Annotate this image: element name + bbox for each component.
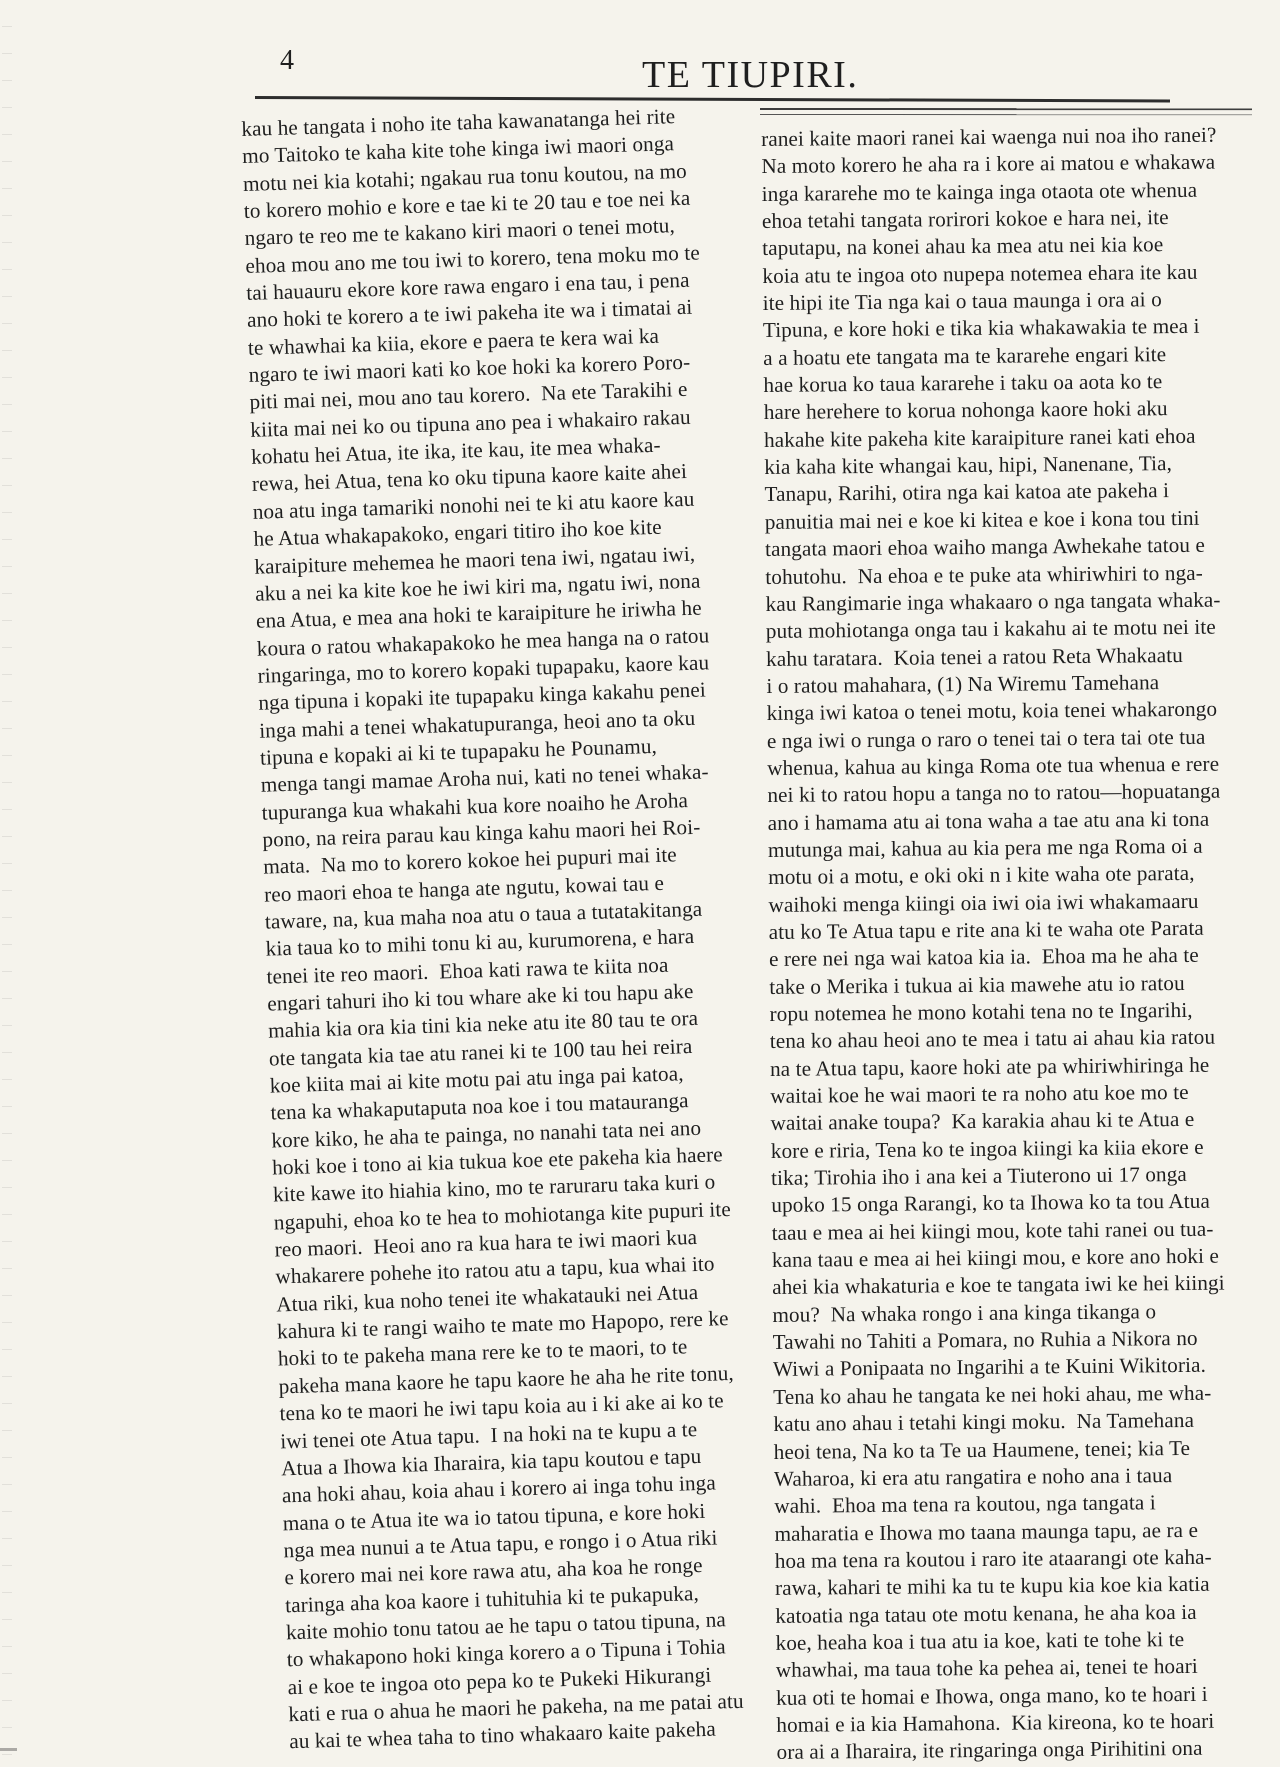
column-line: taputapu, na konei ahau ka mea atu nei kia koe xyxy=(762,232,1164,261)
column-line: ena Atua, e mea ana hoki te karaipiture he iriwha he xyxy=(255,595,702,633)
column-line: ropu notemea he mono kotahi tena no te Ingarihi, xyxy=(769,997,1193,1026)
column-line: ai e koe te ingoa oto pepa ko te Pukeki Hikurangi xyxy=(287,1662,712,1699)
column-line: au kai te whea taha to tino whakaaro kaite pakeha xyxy=(288,1716,717,1754)
column-line: iwi tenei ote Atua tapu. I na hoki na te kupu a te xyxy=(279,1416,698,1453)
column-line: pono, na reira parau kau kinga kahu maori hei Roi- xyxy=(262,814,701,852)
column-line: na te Atua tapu, kaore hoki ate pa whiriwhiringa he xyxy=(769,1052,1210,1081)
column-line: reo maori ehoa te hanga ate ngutu, kowai tau e xyxy=(263,870,665,907)
column-line: Atua riki, kua noho tenei ite whakatauki nei Atua xyxy=(275,1279,699,1317)
column-line: karaipiture mehemea he maori tena iwi, ngatau iwi, xyxy=(254,541,696,579)
column-line: mou? Na whaka rongo i ana kinga tikanga o xyxy=(772,1299,1157,1327)
column-line: ehoa tetahi tangata rorirori kokoe e hara nei, ite xyxy=(761,205,1169,234)
column-line: tika; Tirohia iho i ana kei a Tiuterono ui 17 onga xyxy=(770,1162,1187,1191)
column-line: pakeha mana kaore he tapu kaore he aha he rite tonu, xyxy=(278,1360,735,1399)
column-line: ringaringa, mo to korero kopaki tupapaku, kaore kau xyxy=(257,650,710,688)
column-line: ano hoki te korero a te iwi pakeha ite wa i timatai ai xyxy=(246,295,693,333)
column-line: menga tangi mamae Aroha nui, kati no tenei whaka- xyxy=(260,759,709,797)
column-line: tupuranga kua whakahi kua kore noaiho he Aroha xyxy=(261,787,689,825)
column-line: kahu taratara. Koia tenei a ratou Reta Whakaatu xyxy=(765,642,1183,671)
column-line: ahei kia whakaturia e koe te tangata iwi ke hei kiingi xyxy=(772,1271,1225,1300)
column-line: tena ko te maori he iwi tapu koia au i ki ake ai ko te xyxy=(279,1388,724,1426)
column-line: puta mohiotanga onga tau i kakahu ai te motu nei ite xyxy=(765,614,1216,644)
column-line: hoki to te pakeha mana rere ke to te maori, to te xyxy=(277,1334,688,1371)
column-line: engari tahuri iho ki tou whare ake ki tou hapu ake xyxy=(266,978,694,1016)
column-line: whenua, kahua au kinga Roma ote tua whenua e rere xyxy=(767,751,1220,780)
newspaper-title: TE TIUPIRI. xyxy=(642,54,859,96)
column-line: Waharoa, ki era atu rangatira e noho ana i taua xyxy=(773,1462,1173,1491)
column-line: te whawhai ka kiia, ekore e paera te kera wai ka xyxy=(247,323,660,360)
column-line: upoko 15 onga Rarangi, ko ta Ihowa ko ta tou Atua xyxy=(771,1189,1211,1218)
column-line: ngapuhi, ehoa ko te hea to mohiotanga kite pupuri ite xyxy=(273,1196,732,1235)
column-line: taware, na, kua maha noa atu o taua a tutatakitanga xyxy=(264,896,703,934)
column-line: he Atua whakapakoko, engari titiro iho koe kite xyxy=(253,514,663,551)
left-article-column xyxy=(241,101,789,1756)
column-line: whakarere pohehe ito ratou atu a tapu, kua whai ito xyxy=(275,1251,715,1289)
column-line: ehoa mou ano me tou iwi to korero, tena moku mo te xyxy=(245,240,701,278)
column-line: ite hipi ite Tia nga kai o taua maunga i ora ai o xyxy=(762,287,1162,316)
column-line: maharatia e Ihowa mo taana maunga tapu, ae ra e xyxy=(774,1517,1199,1546)
column-line: ora ai a Iharaira, ite ringaringa onga Pirihitini ona xyxy=(776,1736,1203,1765)
column-line: kia kaha kite whangai kau, hipi, Nanenane, Tia, xyxy=(764,451,1173,480)
column-line: katu ano ahau i tetahi kingi moku. Na Tamehana xyxy=(773,1408,1195,1437)
column-line: piti mai nei, mou ano tau korero. Na ete Tarakihi e xyxy=(249,377,688,415)
column-line: Tipuna, e kore hoki e tika kia whakawakia te mea i xyxy=(762,314,1200,343)
column-line: motu oi a motu, e oki oki n i kite waha ote parata, xyxy=(768,861,1195,890)
column-line: panuitia mai nei e koe ki kitea e koe i kona tou tini xyxy=(764,505,1200,534)
column-line: e nga iwi o runga o raro o tenei tai o tera tai ote tua xyxy=(766,724,1206,753)
column-line: motu nei kia kotahi; ngakau rua tonu koutou, na mo xyxy=(242,158,688,196)
column-line: koe, heaha koa i tua atu ia koe, kati te tohe ki te xyxy=(775,1626,1185,1655)
column-line: koe kiita mai ai kite motu pai atu inga pai katoa, xyxy=(269,1061,684,1098)
column-line: kati e rua o ahua he maori he pakeha, na me patai atu xyxy=(288,1688,744,1727)
column-line: heoi tena, Na ko ta Te ua Haumene, tenei; kia Te xyxy=(773,1435,1191,1464)
column-line: mahia kia ora kia tini kia neke atu ite 80 tau te ora xyxy=(267,1006,699,1043)
column-line: hae koruа ko taua kararehe i taku oa aota ko te xyxy=(763,369,1163,398)
column-line: noa atu inga tamariki nonohi nei te ki atu kaore kau xyxy=(252,486,695,524)
column-line: i o ratou mahahara, (1) Na Wiremu Tamehana xyxy=(766,670,1160,698)
column-line: take o Merika i tukua ai kia mawehe atu io ratou xyxy=(769,970,1185,999)
column-line: kau Rangimarie inga whakaaro o nga tangata whaka- xyxy=(765,587,1221,616)
column-line: homai e ia kia Hamahona. Kia kireona, ko te hoari xyxy=(776,1708,1215,1737)
column-line: inga mahi a tenei whakatupuranga, heoi ano ta oku xyxy=(258,705,696,743)
column-line: koia atu te ingoa oto nupepa notemea ehara ite kau xyxy=(762,259,1198,288)
column-line: to korero mohio e kore e tae ki te 20 tau e toe nei ka xyxy=(243,185,691,223)
column-line: tena ko ahau heoi ano te mea i tatu ai ahau kia ratou xyxy=(769,1025,1216,1054)
column-line: waihoki menga kiingi oia iwi oia iwi whakamaaru xyxy=(768,888,1199,917)
column-line: tipuna e kopaki ai ki te tupapaku he Pounamu, xyxy=(259,733,658,770)
column-line: kana taau e mea ai hei kiingi mou, e kore ano hoki e xyxy=(771,1243,1220,1273)
column-line: rawa, kahari te mihi ka tu te kupu kia koe kia katia xyxy=(774,1571,1210,1601)
right-article-column xyxy=(761,121,1267,1766)
column-line: kia taua ko to mihi tonu ki au, kurumorena, e hara xyxy=(265,924,695,961)
column-line: ote tangata kia tae atu ranei ki te 100 tau hei reira xyxy=(268,1033,693,1071)
column-line: waitai anake toupa? Ka karakia ahau ki te Atua e xyxy=(770,1107,1195,1136)
column-line: mo Taitoko te kaha kite tohe kinga iwi maori onga xyxy=(241,131,675,169)
column-line: ranei kaite maori ranei kai waenga nui noa iho ranei? xyxy=(761,122,1217,151)
column-line: reo maori. Heoi ano ra kua hara te iwi maori kua xyxy=(274,1225,698,1262)
column-line: aku a nei ka kite koe he iwi kiri ma, ngatu iwi, nona xyxy=(254,568,701,606)
column-line: Atua a Ihowa kia Iharaira, kia tapu koutou e tapu xyxy=(280,1443,702,1481)
column-rule xyxy=(760,108,1252,110)
column-line: Wiwi a Ponipaata no Ingarihi a te Kuini Wikitoria. xyxy=(772,1353,1207,1382)
column-line: kaite mohio tonu tatou ae he tapu o tatou tipuna, na xyxy=(285,1607,727,1645)
column-line: whawhai, ma taua tohe ka pehea ai, tenei te hoari xyxy=(775,1654,1198,1683)
column-line: tai hauauru ekore kore rawa engaro i ena tau, i pena xyxy=(245,267,690,305)
column-line: atu ko Te Atua tapu e rite ana ki te waha ote Parata xyxy=(768,915,1204,944)
column-line: kiita mai nei ko ou tipuna ano pea i whakairo rakau xyxy=(249,404,691,442)
column-line: kau he tangata i noho ite taha kawanatanga hei rite xyxy=(241,104,676,141)
column-line: nga mea nunui a te Atua tapu, e rongo i o Atua riki xyxy=(283,1525,718,1563)
column-line: tohutohu. Na ehoa e te puke ata whiriwhiri to nga- xyxy=(765,560,1203,589)
column-line: kinga iwi katoa o tenei motu, koia tenei whakarongo xyxy=(766,696,1218,726)
page-header xyxy=(0,0,1280,110)
column-line: Tena ko ahau he tangata ke nei hoki ahau, me wha- xyxy=(773,1380,1212,1409)
column-line: kite kawe ito hiahia kino, mo te raruraru taka kuri o xyxy=(272,1169,716,1207)
scan-mark xyxy=(0,1748,17,1751)
column-line: kohatu hei Atua, ite ika, ite kau, ite mea whaka- xyxy=(250,432,661,469)
page-number: 4 xyxy=(280,45,295,76)
column-line: nei ki to ratou hopu a tanga no to ratou—hopuatanga xyxy=(767,778,1221,808)
column-line: rewa, hei Atua, tena ko oku tipuna kaore kaite ahei xyxy=(251,459,688,497)
column-line: e rere nei nga wai katoa kia ia. Ehoa ma he aha te xyxy=(768,943,1199,972)
column-line: tangata maori ehoa waiho manga Awhekahe tatou e xyxy=(764,532,1206,562)
column-line: taringa aha koa kaore i tuhituhia ki te pukapuka, xyxy=(284,1580,700,1617)
column-line: mata. Na mo to korero kokoe hei pupuri mai ite xyxy=(262,842,678,879)
column-line: kore e riria, Tena ko te ingoa kiingi ka kiia ekore e xyxy=(770,1134,1204,1163)
column-line: tena ka whakaputaputa noa koe i tou matauranga xyxy=(270,1088,689,1125)
column-line: kahura ki te rangi waiho te mate mo Hapopo, rere ke xyxy=(276,1306,729,1344)
column-line: mana o te Atua ite wa io tatou tipuna, e kore hoki xyxy=(282,1498,706,1535)
column-line: kore kiko, he aha te painga, no nanahi tata nei ano xyxy=(271,1115,702,1153)
column-line: to whakapono hoki kinga korero a o Tipuna i Tohia xyxy=(286,1634,727,1672)
column-line: koura o ratou whakapakoko he mea hanga na o ratou xyxy=(256,622,710,661)
column-line: Na moto korero he aha ra i kore ai matou e whakawa xyxy=(761,149,1216,179)
column-line: nga tipuna i kopaki ite tupapaku kinga kakahu penei xyxy=(258,677,707,715)
column-line: e korero mai nei kore rawa atu, aha koa he ronge xyxy=(284,1553,703,1590)
column-line: hare herehere to korua nohonga kaore hoki aku xyxy=(763,396,1168,425)
column-line: taau e mea ai hei kiingi mou, kote tahi ranei ou tua- xyxy=(771,1216,1214,1245)
column-line: ngaro te iwi maori kati ko koe hoki ka korero Poro- xyxy=(248,349,691,387)
column-line: kua oti te homai e Ihowa, onga mano, ko te hoari i xyxy=(775,1681,1208,1710)
column-line: ana hoki ahau, koia ahau i korero ai inga tohu inga xyxy=(281,1470,717,1508)
column-line: Tanapu, Rarihi, otira nga kai katoa ate pakeha i xyxy=(764,478,1170,507)
column-line: hoa ma tena ra koutou i raro ite ataarangi ote kaha- xyxy=(774,1544,1212,1573)
column-line: katoatia nga tatau ote motu kenana, he aha koa ia xyxy=(775,1599,1197,1628)
column-line: ngaro te reo me te kakano kiri maori o tenei motu, xyxy=(244,213,676,251)
column-line: Tawahi no Tahiti a Pomara, no Ruhia a Nikora no xyxy=(772,1325,1198,1355)
column-line: wahi. Ehoa ma tena ra koutou, nga tangata i xyxy=(774,1490,1156,1519)
column-line: tenei ite reo maori. Ehoa kati rawa te kiita noa xyxy=(266,952,669,989)
column-line: mutunga mai, kahua au kia pera me nga Roma oi a xyxy=(767,833,1203,862)
column-line: hakahe kite pakeha kite karaipiture ranei kati ehoa xyxy=(763,423,1196,452)
column-line: inga kararehe mo te kainga inga otaota ote whenua xyxy=(761,177,1198,206)
column-line: hoki koe i tono ai kia tukua koe ete pakeha kia haere xyxy=(271,1142,724,1180)
column-line: waitai koe he wai maori te ra noho atu koe mo te xyxy=(770,1079,1189,1108)
column-line: ano i hamama atu ai tona waha a tae atu ana ki tona xyxy=(767,806,1210,835)
column-line: a a hoatu ete tangata ma te kararehe engari kite xyxy=(763,341,1167,370)
scanned-page-edge xyxy=(2,0,12,1767)
